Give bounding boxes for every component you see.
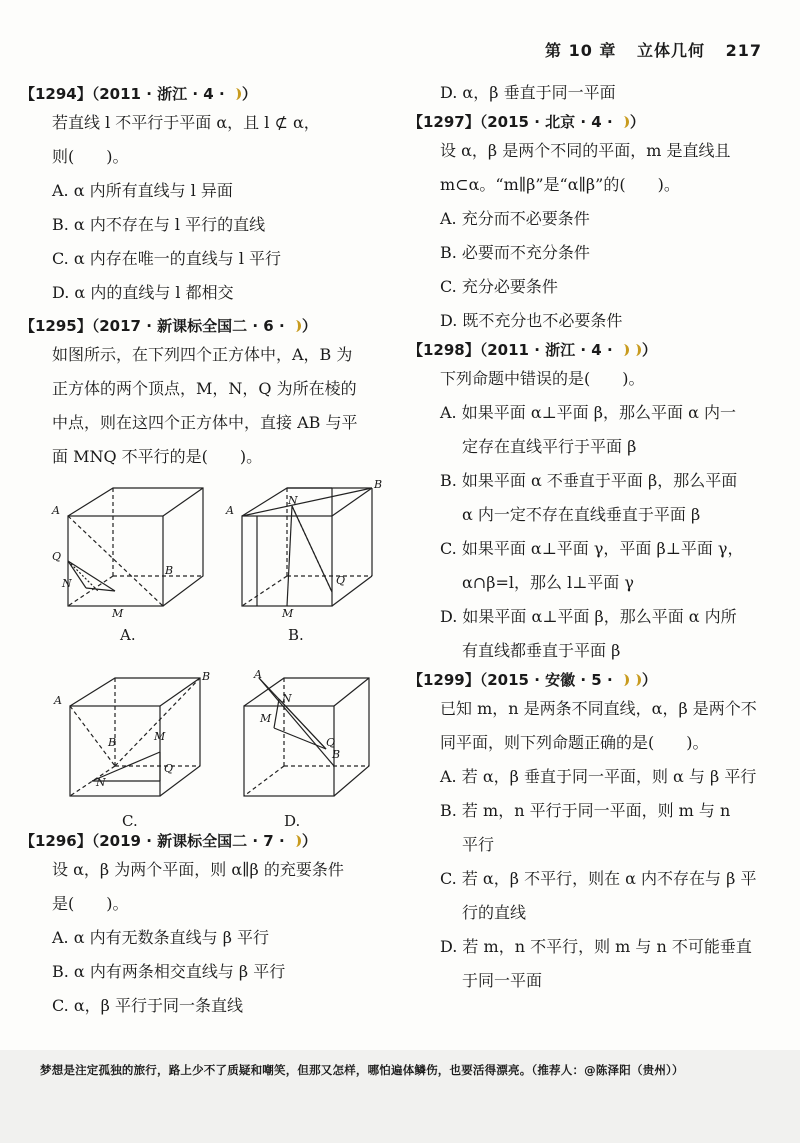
q1299-option-b: B. 若 m，n 平行于同一平面，则 m 与 n	[440, 801, 731, 820]
page-header	[531, 38, 762, 61]
fig-d-point-b: B	[332, 748, 341, 761]
q1294-option-c: C. α 内存在唯一的直线与 l 平行	[52, 249, 282, 268]
difficulty-moon-icon	[290, 835, 301, 847]
fig-d-point-q: Q	[326, 736, 336, 749]
fig-d-point-n: N	[282, 692, 292, 705]
q1298-option-d: D. 如果平面 α⊥平面 β，那么平面 α 内所	[440, 607, 737, 626]
fig-a-point-q: Q	[52, 550, 62, 563]
q1299-option-c: C. 若 α，β 不平行，则在 α 内不存在与 β 平	[440, 869, 757, 888]
question-1295-head: 【1295】（2017 · 新课标全国二 · 6 · ）	[20, 317, 317, 335]
q1299-option-b-cont: 平行	[462, 835, 495, 854]
fig-c-point-m: M	[154, 730, 166, 743]
chapter-number: 第 10 章	[545, 41, 617, 60]
fig-b-point-n: N	[288, 494, 298, 507]
fig-a-point-b: B	[165, 564, 174, 577]
fig-c-point-n: N	[96, 776, 106, 789]
fig-label-c: C.	[122, 812, 138, 830]
fig-label-a: A.	[120, 626, 136, 644]
fig-b-point-a: A	[226, 504, 234, 517]
q1299-option-a: A. 若 α，β 垂直于同一平面，则 α 与 β 平行	[440, 767, 757, 786]
cube-figure-d	[234, 674, 384, 799]
chapter-title: 立体几何	[637, 41, 706, 60]
fig-a-point-a: A	[52, 504, 60, 517]
difficulty-moon-icon	[630, 344, 641, 356]
cube-figure-a	[58, 484, 208, 609]
fig-c-point-b2: B	[108, 736, 117, 749]
q1294-option-a: A. α 内所有直线与 l 异面	[52, 181, 233, 200]
q1294-option-d: D. α 内的直线与 l 都相交	[52, 283, 234, 302]
q1297-stem-2: m⊂α。“m∥β”是“α∥β”的( )。	[440, 175, 680, 194]
question-1298-head: 【1298】（2011 · 浙江 · 4 · ）	[408, 341, 657, 359]
q1296-stem-1: 设 α，β 为两个平面，则 α∥β 的充要条件	[52, 860, 344, 879]
fig-c-point-q: Q	[164, 762, 174, 775]
q1295-stem-4: 面 MNQ 不平行的是( )。	[52, 447, 263, 466]
fig-a-point-n: N	[62, 577, 72, 590]
q1298-option-d-cont: 有直线都垂直于平面 β	[462, 641, 621, 660]
fig-a-point-m: M	[112, 607, 124, 620]
q1299-option-d-cont: 于同一平面	[462, 971, 543, 990]
difficulty-moon-icon	[630, 674, 641, 686]
cube-figure-c	[60, 674, 210, 799]
q1297-stem-1: 设 α，β 是两个不同的平面，m 是直线且	[440, 141, 731, 160]
q1295-stem-2: 正方体的两个顶点，M，N，Q 为所在棱的	[52, 379, 357, 398]
fig-d-point-a: A	[254, 668, 262, 681]
q1294-stem-1: 若直线 l 不平行于平面 α，且 l ⊄ α，	[52, 113, 320, 132]
difficulty-moon-icon	[230, 88, 241, 100]
q1294-option-b: B. α 内不存在与 l 平行的直线	[52, 215, 266, 234]
q1298-option-a-cont: 定存在直线平行于平面 β	[462, 437, 637, 456]
question-1297-head: 【1297】（2015 · 北京 · 4 · ）	[408, 113, 645, 131]
question-1296-head: 【1296】（2019 · 新课标全国二 · 7 · ）	[20, 832, 317, 850]
question-1299-head: 【1299】（2015 · 安徽 · 5 · ）	[408, 671, 657, 689]
difficulty-moon-icon	[618, 344, 629, 356]
q1299-option-d: D. 若 m，n 不平行，则 m 与 n 不可能垂直	[440, 937, 752, 956]
q1298-option-c-cont: α∩β=l，那么 l⊥平面 γ	[462, 573, 634, 592]
q1297-option-c: C. 充分必要条件	[440, 277, 558, 296]
q1298-option-a: A. 如果平面 α⊥平面 β，那么平面 α 内一	[440, 403, 736, 422]
question-1294-head: 【1294】（2011 · 浙江 · 4 · ）	[20, 85, 257, 103]
q1294-stem-2: 则( )。	[52, 147, 129, 166]
q1296-option-a: A. α 内有无数条直线与 β 平行	[52, 928, 270, 947]
fig-b-point-m: M	[282, 607, 294, 620]
q1298-option-c: C. 如果平面 α⊥平面 γ，平面 β⊥平面 γ，	[440, 539, 744, 558]
q1298-option-b: B. 如果平面 α 不垂直于平面 β，那么平面	[440, 471, 738, 490]
q1295-stem-3: 中点，则在这四个正方体中，直接 AB 与平	[52, 413, 358, 432]
fig-c-point-b: B	[202, 670, 211, 683]
fig-label-b: B.	[288, 626, 304, 644]
q1296-option-b: B. α 内有两条相交直线与 β 平行	[52, 962, 286, 981]
q1295-stem-1: 如图所示，在下列四个正方体中，A，B 为	[52, 345, 353, 364]
fig-label-d: D.	[284, 812, 301, 830]
q1296-option-d: D. α，β 垂直于同一平面	[440, 83, 616, 102]
difficulty-moon-icon	[618, 674, 629, 686]
q1299-stem-2: 同平面，则下列命题正确的是( )。	[440, 733, 709, 752]
difficulty-moon-icon	[290, 320, 301, 332]
q1298-option-b-cont: α 内一定不存在直线垂直于平面 β	[462, 505, 701, 524]
q1297-option-a: A. 充分而不必要条件	[440, 209, 590, 228]
right-column	[408, 82, 788, 998]
q1296-stem-2: 是( )。	[52, 894, 129, 913]
left-column	[20, 82, 400, 1023]
q1297-option-d: D. 既不充分也不必要条件	[440, 311, 623, 330]
fig-d-point-m: M	[260, 712, 272, 725]
fig-b-point-q: Q	[336, 574, 346, 587]
difficulty-moon-icon	[618, 116, 629, 128]
q1296-option-c: C. α，β 平行于同一条直线	[52, 996, 243, 1015]
footer-quote: 梦想是注定孤独的旅行，路上少不了质疑和嘲笑，但那又怎样，哪怕遍体鳞伤，也要活得漂亮。（推荐人：@陈泽阳（贵州））	[40, 1063, 684, 1077]
cube-figures	[20, 474, 400, 829]
q1299-option-c-cont: 行的直线	[462, 903, 527, 922]
q1297-option-b: B. 必要而不充分条件	[440, 243, 590, 262]
q1299-stem-1: 已知 m，n 是两条不同直线，α，β 是两个不	[440, 699, 757, 718]
cube-figure-b	[232, 484, 382, 609]
fig-b-point-b: B	[374, 478, 383, 491]
fig-c-point-a: A	[54, 694, 62, 707]
q1298-stem-1: 下列命题中错误的是( )。	[440, 369, 645, 388]
page-number: 217	[725, 41, 762, 60]
